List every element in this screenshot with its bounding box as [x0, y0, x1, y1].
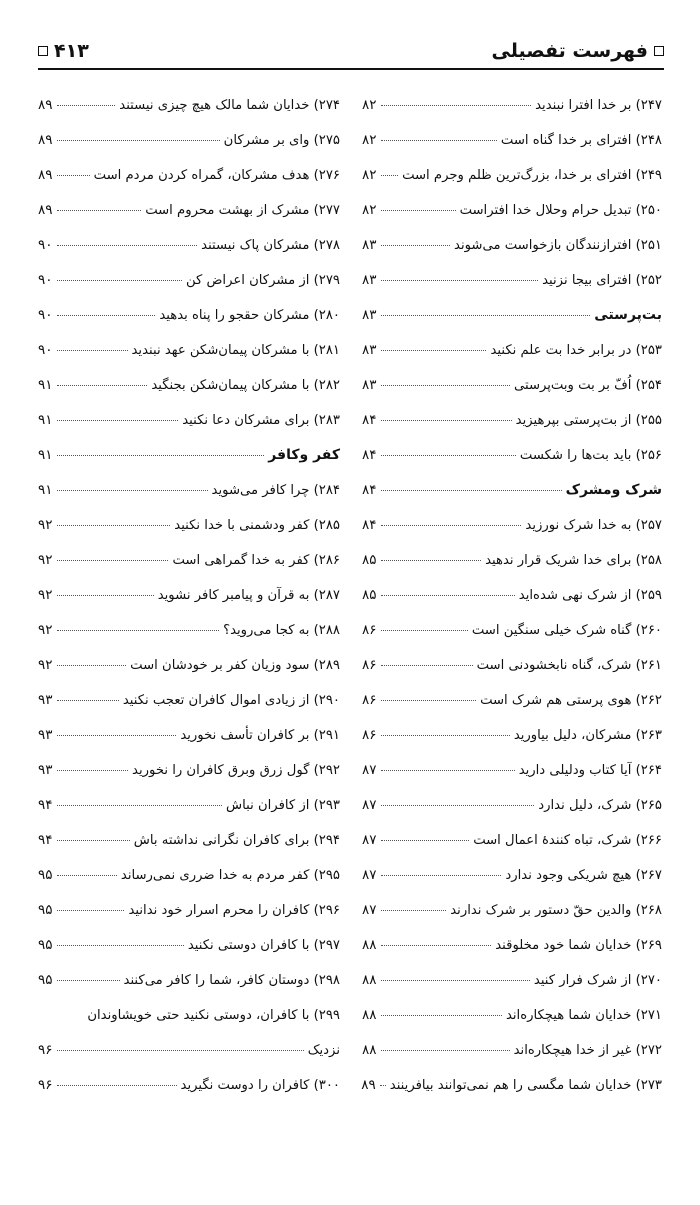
toc-entry	[362, 333, 662, 368]
toc-entry	[362, 998, 662, 1033]
dot-leader	[381, 210, 456, 211]
toc-entry	[362, 228, 662, 263]
toc-entry-title: کفر وکافر	[268, 447, 340, 463]
toc-entry	[362, 543, 662, 578]
toc-entry	[38, 403, 340, 438]
dot-leader	[57, 105, 116, 106]
toc-entry-page: ۹۵	[38, 972, 53, 988]
toc-entry-title: ۲۶۹) خدایان شما خود مخلوقند	[495, 938, 662, 953]
toc-entry-title: ۲۹۳) از کافران نباش	[226, 798, 340, 813]
toc-entry-title: ۲۴۸) افترای بر خدا گناه است	[500, 133, 662, 148]
toc-entry	[362, 438, 662, 473]
dot-leader	[57, 175, 90, 176]
toc-entry-page: ۸۷	[362, 797, 377, 813]
toc-entry-title: ۲۵۴) اُفّ بر بت وبت‌پرستی	[513, 378, 662, 393]
toc-entry-page: ۸۳	[362, 307, 377, 323]
toc-entry-page: ۹۲	[38, 517, 53, 533]
toc-entry	[362, 753, 662, 788]
toc-entry-title: ۲۶۷) هیچ شریکی وجود ندارد	[505, 868, 662, 883]
toc-entry	[362, 788, 662, 823]
toc-entry-title: ۲۵۶) باید بت‌ها را شکست	[519, 448, 662, 463]
toc-entry-page: ۸۶	[362, 692, 377, 708]
toc-entry-page: ۹۰	[38, 307, 53, 323]
toc-entry-page: ۹۲	[38, 657, 53, 673]
toc-entry-page: ۸۵	[362, 587, 377, 603]
toc-entry-title: ۲۷۳) خدایان شما مگسی را هم نمی‌توانند بیافرینند	[389, 1078, 662, 1093]
dot-leader	[57, 665, 127, 666]
toc-entry-page: ۹۵	[38, 902, 53, 918]
page-number-group	[38, 40, 89, 62]
dot-leader	[57, 595, 154, 596]
toc-entry	[38, 368, 340, 403]
square-bullet-icon	[654, 46, 664, 56]
toc-entry	[38, 543, 340, 578]
toc-entry-title: ۲۶۶) شرک، تباه کنندهٔ اعمال است	[473, 833, 662, 848]
dot-leader	[57, 420, 179, 421]
dot-leader	[57, 455, 265, 456]
toc-entry-title: ۲۷۴) خدایان شما مالک هیچ چیزی نیستند	[119, 98, 340, 113]
toc-entry-title: ۲۷۷) مشرک از بهشت محروم است	[145, 203, 340, 218]
toc-entry-title: ۲۶۳) مشرکان، دلیل بیاورید	[513, 728, 662, 743]
dot-leader	[57, 875, 117, 876]
toc-entry	[362, 578, 662, 613]
header-title-group	[492, 40, 664, 62]
dot-leader	[381, 490, 562, 491]
toc-section-heading	[38, 438, 340, 473]
dot-leader	[57, 840, 130, 841]
toc-entry-title: ۲۸۰) مشرکان حقجو را پناه بدهید	[159, 308, 340, 323]
toc-entry	[38, 158, 340, 193]
toc-entry-title: ۲۹۱) بر کافران تأسف نخورید	[180, 728, 340, 743]
toc-entry-title: ۲۹۸) دوستان کافر، شما را کافر می‌کنند	[123, 973, 340, 988]
toc-entry-title: ۳۰۰) کافران را دوست نگیرید	[180, 1078, 340, 1093]
toc-entry-title: نزدیک	[307, 1043, 340, 1058]
toc-section-heading	[362, 473, 662, 508]
toc-entry	[38, 1033, 340, 1068]
toc-entry-page: ۹۳	[38, 727, 53, 743]
toc-entry-page: ۸۴	[362, 447, 377, 463]
toc-entry	[362, 928, 662, 963]
toc-entry	[38, 893, 340, 928]
toc-entry-title: ۲۵۲) افترای بیجا نزنید	[542, 273, 662, 288]
dot-leader	[57, 945, 184, 946]
dot-leader	[381, 175, 399, 176]
toc-entry-page: ۹۴	[38, 797, 53, 813]
toc-entry-title: ۲۴۹) افترای بر خدا، بزرگ‌ترین ظلم وجرم است	[402, 168, 662, 183]
dot-leader	[381, 525, 522, 526]
dot-leader	[380, 1085, 386, 1086]
dot-leader	[381, 385, 510, 386]
toc-entry-title: ۲۹۰) از زیادی اموال کافران تعجب نکنید	[122, 693, 340, 708]
toc-entry-page: ۸۸	[362, 1042, 377, 1058]
dot-leader	[381, 735, 510, 736]
toc-entry	[362, 963, 662, 998]
toc-entry-page: ۹۲	[38, 552, 53, 568]
toc-entry-title: ۲۶۵) شرک، دلیل ندارد	[538, 798, 662, 813]
toc-entry-title: ۲۶۴) آیا کتاب ودلیلی دارید	[518, 763, 662, 778]
toc-entry-title: بت‌پرستی	[594, 307, 662, 323]
toc-entry-title: ۲۴۷) بر خدا افترا نبندید	[535, 98, 662, 113]
toc-entry	[362, 158, 662, 193]
toc-entry	[362, 263, 662, 298]
toc-entry-title: ۲۸۲) با مشرکان پیمان‌شکن بجنگید	[151, 378, 340, 393]
dot-leader	[57, 700, 119, 701]
toc-entry	[38, 718, 340, 753]
toc-entry-page: ۸۲	[362, 97, 377, 113]
dot-leader	[57, 560, 169, 561]
toc-entry-title: ۲۶۱) شرک، گناه نابخشودنی است	[476, 658, 662, 673]
dot-leader	[57, 210, 142, 211]
toc-entry-page: ۹۲	[38, 587, 53, 603]
page-header	[38, 38, 664, 68]
toc-entry-title: ۲۸۶) کفر به خدا گمراهی است	[172, 553, 340, 568]
toc-entry	[362, 508, 662, 543]
toc-entry	[362, 613, 662, 648]
header-rule	[38, 68, 664, 70]
dot-leader	[57, 385, 148, 386]
toc-entry	[38, 333, 340, 368]
toc-entry	[362, 648, 662, 683]
toc-entry-page: ۸۳	[362, 342, 377, 358]
toc-entry	[38, 88, 340, 123]
toc-entry-title: ۲۷۶) هدف مشرکان، گمراه کردن مردم است	[93, 168, 340, 183]
page-number: ۴۱۳	[54, 40, 89, 62]
dot-leader	[381, 420, 512, 421]
toc-entry-page: ۸۹	[361, 1077, 376, 1093]
toc-entry-title: ۲۹۲) گول زرق وبرق کافران را نخورید	[132, 763, 340, 778]
toc-entry-page: ۸۸	[362, 1007, 377, 1023]
toc-entry	[362, 858, 662, 893]
toc-entry-page: ۸۶	[362, 622, 377, 638]
dot-leader	[57, 980, 120, 981]
toc-entry-page: ۸۲	[362, 202, 377, 218]
toc-entry-page: ۸۸	[362, 937, 377, 953]
dot-leader	[381, 105, 532, 106]
toc-entry	[38, 683, 340, 718]
dot-leader	[381, 840, 470, 841]
toc-entry-page: ۸۷	[362, 832, 377, 848]
dot-leader	[381, 350, 487, 351]
toc-entry	[362, 403, 662, 438]
dot-leader	[57, 245, 198, 246]
toc-entry	[362, 683, 662, 718]
dot-leader	[381, 630, 468, 631]
toc-entry-title: ۲۸۴) چرا کافر می‌شوید	[211, 483, 340, 498]
toc-entry-page: ۹۳	[38, 762, 53, 778]
toc-entry	[38, 998, 340, 1033]
toc-entry	[362, 368, 662, 403]
toc-entry	[362, 1068, 662, 1103]
toc-entry	[362, 823, 662, 858]
toc-entry	[38, 193, 340, 228]
toc-entry-page: ۸۶	[362, 657, 377, 673]
page-title: فهرست تفصیلی	[491, 40, 648, 62]
toc-entry-page: ۹۵	[38, 867, 53, 883]
toc-entry-title: ۲۵۸) برای خدا شریک قرار ندهید	[485, 553, 662, 568]
toc-entry-page: ۸۵	[362, 552, 377, 568]
toc-entry-title: ۲۵۷) به خدا شرک نورزید	[525, 518, 662, 533]
toc-entry-title: ۲۸۷) به قرآن و پیامبر کافر نشوید	[157, 588, 340, 603]
dot-leader	[381, 455, 516, 456]
dot-leader	[57, 1050, 304, 1051]
dot-leader	[57, 770, 129, 771]
toc-entry-page: ۸۷	[362, 867, 377, 883]
toc-entry	[38, 298, 340, 333]
toc-entry-page: ۹۶	[38, 1077, 53, 1093]
toc-entry-title: ۲۶۰) گناه شرک خیلی سنگین است	[471, 623, 662, 638]
toc-entry-page: ۸۲	[362, 167, 377, 183]
dot-leader	[57, 140, 220, 141]
toc-entry	[362, 718, 662, 753]
dot-leader	[381, 1015, 502, 1016]
toc-entry-title: ۲۸۹) سود وزیان کفر بر خودشان است	[130, 658, 340, 673]
toc-entry	[38, 613, 340, 648]
toc-entry-page: ۸۴	[362, 482, 377, 498]
toc-entry-title: ۲۹۴) برای کافران نگرانی نداشته باش	[133, 833, 340, 848]
toc-entry	[38, 123, 340, 158]
toc-entry-page: ۸۳	[362, 237, 377, 253]
toc-entry	[38, 263, 340, 298]
toc-entry-title: ۲۸۱) با مشرکان پیمان‌شکن عهد نبندید	[131, 343, 340, 358]
toc-entry-title: ۲۸۵) کفر ودشمنی با خدا نکنید	[174, 518, 340, 533]
toc-entry-page: ۹۱	[38, 377, 53, 393]
toc-entry	[38, 753, 340, 788]
dot-leader	[57, 1085, 177, 1086]
toc-entry	[362, 88, 662, 123]
dot-leader	[57, 525, 171, 526]
dot-leader	[381, 560, 482, 561]
toc-left-column	[38, 88, 340, 1103]
toc-entry-title: ۲۷۹) از مشرکان اعراض کن	[185, 273, 340, 288]
toc-entry-title: شرک ومشرک	[565, 482, 662, 498]
toc-entry-title: ۲۹۵) کفر مردم به خدا ضرری نمی‌رساند	[120, 868, 340, 883]
toc-entry-page: ۹۶	[38, 1042, 53, 1058]
dot-leader	[381, 595, 515, 596]
toc-entry-title: ۲۸۳) برای مشرکان دعا نکنید	[182, 413, 340, 428]
toc-entry-title: ۲۶۸) والدین حقّ دستور بر شرک ندارند	[450, 903, 662, 918]
toc-entry-page: ۹۱	[38, 412, 53, 428]
toc-entry-page: ۹۳	[38, 692, 53, 708]
dot-leader	[381, 980, 530, 981]
toc-entry	[38, 963, 340, 998]
dot-leader	[381, 665, 473, 666]
toc-entry	[38, 928, 340, 963]
dot-leader	[381, 770, 515, 771]
dot-leader	[57, 350, 128, 351]
toc-entry-page: ۸۹	[38, 97, 53, 113]
toc-entry-page: ۹۵	[38, 937, 53, 953]
toc-entry	[38, 578, 340, 613]
toc-entry	[38, 823, 340, 858]
toc-entry-page: ۸۸	[362, 972, 377, 988]
toc-entry-page: ۸۲	[362, 132, 377, 148]
toc-entry-page: ۸۹	[38, 167, 53, 183]
dot-leader	[381, 245, 451, 246]
toc-entry-page: ۸۷	[362, 762, 377, 778]
dot-leader	[57, 805, 222, 806]
toc-entry	[362, 1033, 662, 1068]
toc-entry-title: ۲۵۱) افترازنندگان بازخواست می‌شوند	[454, 238, 662, 253]
toc-entry	[38, 228, 340, 263]
toc-entry-title: ۲۷۵) وای بر مشرکان	[223, 133, 340, 148]
dot-leader	[381, 280, 539, 281]
toc-entry-page: ۸۶	[362, 727, 377, 743]
toc-entry	[38, 788, 340, 823]
toc-entry-title: ۲۹۹) با کافران، دوستی نکنید حتی خویشاوندان	[87, 1008, 340, 1023]
toc-entry-title: ۲۷۰) از شرک فرار کنید	[533, 973, 662, 988]
toc-entry-page: ۸۷	[362, 902, 377, 918]
toc-entry-page: ۸۹	[38, 132, 53, 148]
dot-leader	[381, 805, 535, 806]
toc-entry-page: ۹۱	[38, 447, 53, 463]
dot-leader	[57, 735, 177, 736]
toc-entry-page: ۸۳	[362, 377, 377, 393]
toc-entry-title: ۲۸۸) به کجا می‌روید؟	[223, 623, 340, 638]
dot-leader	[381, 945, 492, 946]
toc-entry-page: ۹۰	[38, 272, 53, 288]
toc-entry-title: ۲۹۶) کافران را محرم اسرار خود ندانید	[128, 903, 340, 918]
toc-entry-page: ۹۰	[38, 237, 53, 253]
dot-leader	[381, 875, 502, 876]
toc-entry	[38, 473, 340, 508]
toc-entry-page: ۸۴	[362, 412, 377, 428]
toc-entry-page: ۹۴	[38, 832, 53, 848]
dot-leader	[57, 910, 125, 911]
toc-entry	[38, 508, 340, 543]
toc-entry	[38, 648, 340, 683]
toc-entry-page: ۹۱	[38, 482, 53, 498]
toc-entry-page: ۸۹	[38, 202, 53, 218]
toc-entry	[362, 193, 662, 228]
dot-leader	[57, 490, 208, 491]
toc-entry-page: ۹۰	[38, 342, 53, 358]
toc-entry	[38, 858, 340, 893]
toc-entry-page: ۹۲	[38, 622, 53, 638]
toc-entry-page: ۸۳	[362, 272, 377, 288]
toc-entry	[362, 123, 662, 158]
toc-entry-title: ۲۶۲) هوی پرستی هم شرک است	[480, 693, 662, 708]
dot-leader	[381, 140, 497, 141]
toc-entry	[362, 893, 662, 928]
dot-leader	[381, 315, 591, 316]
dot-leader	[57, 630, 220, 631]
dot-leader	[57, 315, 156, 316]
toc-entry-title: ۲۹۷) با کافران دوستی نکنید	[187, 938, 340, 953]
toc-entry-title: ۲۷۱) خدایان شما هیچکاره‌اند	[505, 1008, 662, 1023]
square-bullet-icon	[38, 46, 48, 56]
toc-section-heading	[362, 298, 662, 333]
toc-entry-title: ۲۷۲) غیر از خدا هیچکاره‌اند	[513, 1043, 662, 1058]
dot-leader	[381, 700, 477, 701]
toc-entry	[38, 1068, 340, 1103]
dot-leader	[57, 280, 182, 281]
dot-leader	[381, 910, 447, 911]
toc-right-column	[362, 88, 662, 1103]
toc-entry-title: ۲۵۳) در برابر خدا بت علم نکنید	[490, 343, 662, 358]
toc-entry-title: ۲۷۸) مشرکان پاک نیستند	[201, 238, 340, 253]
toc-entry-title: ۲۵۰) تبدیل حرام وحلال خدا افتراست	[459, 203, 662, 218]
toc-entry-page: ۸۴	[362, 517, 377, 533]
dot-leader	[381, 1050, 510, 1051]
toc-entry-title: ۲۵۹) از شرک نهی شده‌اید	[518, 588, 662, 603]
toc-entry-title: ۲۵۵) از بت‌پرستی بپرهیزید	[515, 413, 662, 428]
